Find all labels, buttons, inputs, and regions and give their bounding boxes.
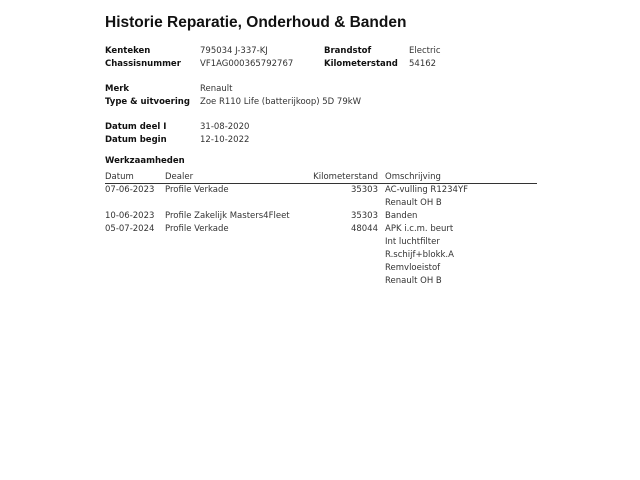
row1-datum: 07-06-2023: [105, 185, 155, 195]
kenteken-value: 795034 J-337-KJ: [200, 46, 268, 56]
werkzaamheden-heading: Werkzaamheden: [105, 156, 185, 166]
type-value: Zoe R110 Life (batterijkoop) 5D 79kW: [200, 97, 362, 107]
row2-item: Banden: [385, 211, 418, 221]
row3-item: Int luchtfilter: [385, 237, 440, 247]
column-header-kilometerstand: Kilometerstand: [313, 172, 378, 182]
kenteken-label: Kenteken: [105, 46, 151, 56]
column-header-datum: Datum: [105, 172, 134, 182]
row3-datum: 05-07-2024: [105, 224, 155, 234]
datum-begin-value: 12-10-2022: [200, 135, 250, 145]
km-value: 54162: [409, 59, 437, 69]
column-header-dealer: Dealer: [165, 172, 194, 182]
type-label: Type & uitvoering: [105, 97, 190, 107]
header-divider: [105, 183, 537, 184]
row2-datum: 10-06-2023: [105, 211, 155, 221]
row3-dealer: Profile Verkade: [165, 224, 229, 234]
column-header-omschrijving: Omschrijving: [385, 172, 441, 182]
merk-label: Merk: [105, 84, 130, 94]
row1-dealer: Profile Verkade: [165, 185, 229, 195]
row2-km: 35303: [350, 211, 378, 221]
row3-item: Renault OH B: [385, 276, 442, 286]
row1-item: Renault OH B: [385, 198, 442, 208]
row3-item: Remvloeistof: [385, 263, 441, 273]
row3-item: APK i.c.m. beurt: [385, 224, 454, 234]
row2-dealer: Profile Zakelijk Masters4Fleet: [165, 211, 290, 221]
brandstof-label: Brandstof: [324, 46, 372, 56]
datum-deel1-value: 31-08-2020: [200, 122, 250, 132]
brandstof-value: Electric: [409, 46, 441, 56]
merk-value: Renault: [200, 84, 233, 94]
chassis-label: Chassisnummer: [105, 59, 181, 69]
row3-km: 48044: [350, 224, 378, 234]
page-title: Historie Reparatie, Onderhoud & Banden: [105, 14, 407, 31]
km-label: Kilometerstand: [324, 59, 398, 69]
row1-item: AC-vulling R1234YF: [385, 185, 469, 195]
datum-begin-label: Datum begin: [105, 135, 167, 145]
row3-item: R.schijf+blokk.A: [385, 250, 454, 260]
chassis-value: VF1AG000365792767: [200, 59, 294, 69]
datum-deel1-label: Datum deel I: [105, 122, 167, 132]
row1-km: 35303: [350, 185, 378, 195]
